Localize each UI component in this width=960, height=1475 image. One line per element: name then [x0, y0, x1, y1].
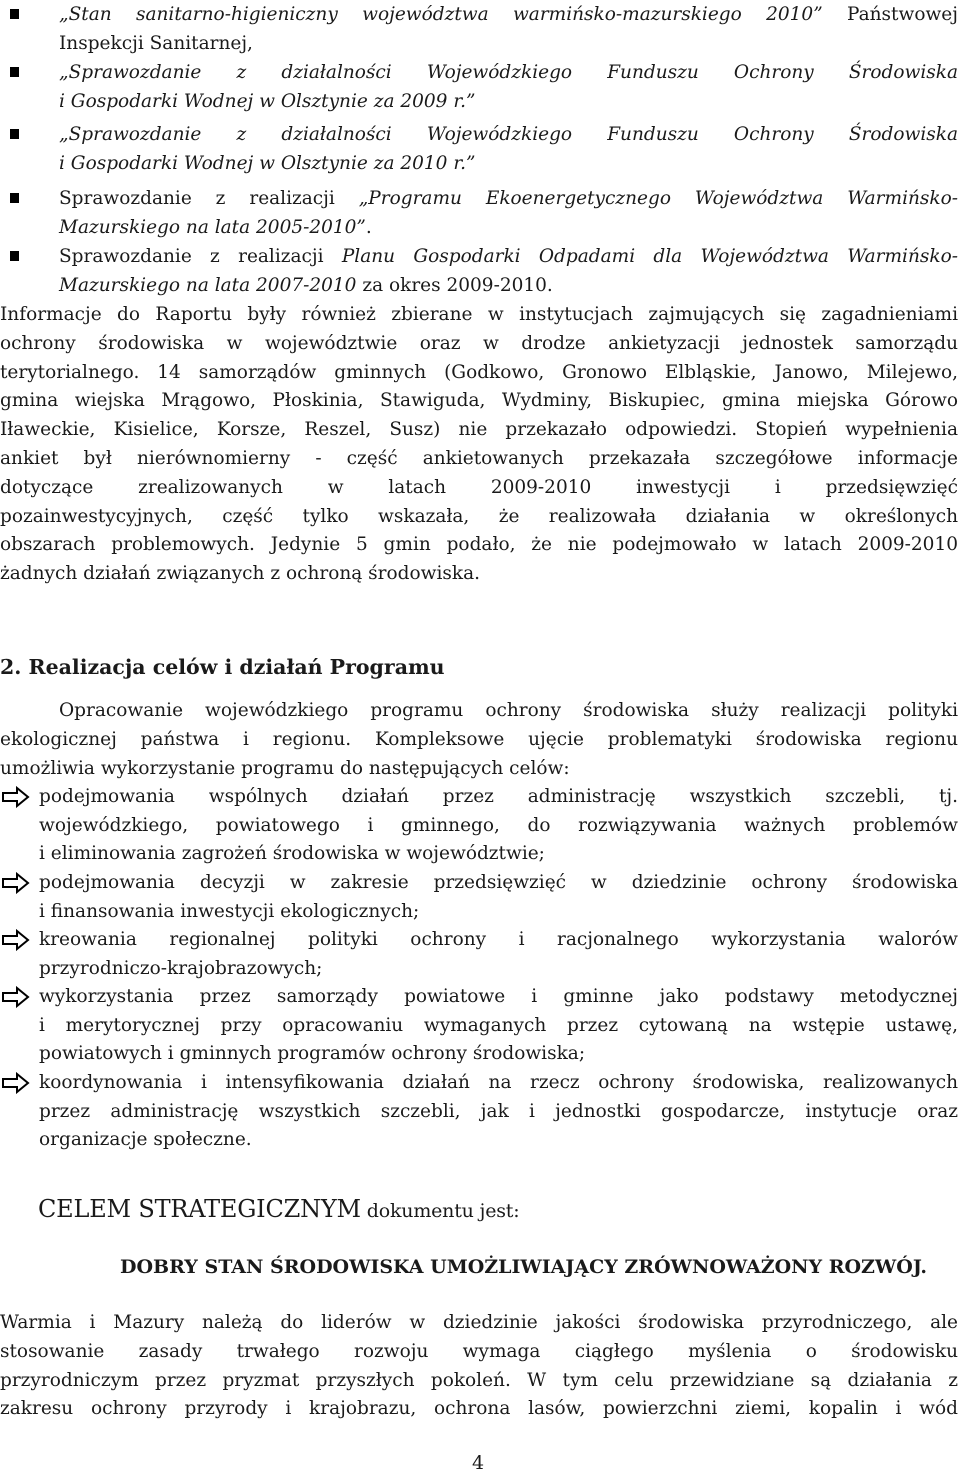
- goal-line: kreowania regionalnej polityki ochrony i racjonalnego wykorzystania walorów: [39, 929, 958, 950]
- paragraph-line: obszarach problemowych. Jedynie 5 gmin podało, że nie podejmowało w latach 2009-2010: [0, 534, 958, 556]
- goal-line: podejmowania decyzji w zakresie przedsięwzięć w dziedzinie ochrony środowiska: [39, 872, 958, 893]
- page-number: 4: [472, 1452, 485, 1474]
- square-bullet-icon: [10, 129, 19, 139]
- paragraph-line: przyrodniczym przez pryzmat przyszłych pokoleń. W tym celu przewidziane są działania z: [0, 1369, 958, 1391]
- bullet-line: Inspekcji Sanitarnej,: [59, 33, 253, 54]
- paragraph-line: terytorialnego. 14 samorządów gminnych (Godkowo, Gronowo Elbląskie, Janowo, Milejewo,: [0, 361, 958, 383]
- goal-line: przyrodniczo-krajobrazowych;: [39, 957, 323, 979]
- paragraph-line: ekologicznej państwa i regionu. Kompleksowe ujęcie problematyki środowiska regionu: [0, 728, 958, 750]
- goal-line: podejmowania wspólnych działań przez administrację wszystkich szczebli, tj.: [39, 786, 958, 807]
- goal-line: wykorzystania przez samorządy powiatowe i gminne jako podstawy metodycznej: [39, 986, 958, 1007]
- square-bullet-icon: [10, 9, 19, 19]
- arrow-right-icon: [1, 929, 31, 951]
- bullet-line: „Sprawozdanie z działalności Wojewódzkiego Funduszu Ochrony Środowiska: [59, 124, 958, 145]
- bullet-item: [0, 184, 958, 242]
- goal-line: przez administrację wszystkich szczebli, jak i jednostki gospodarcze, instytucje oraz: [39, 1100, 958, 1122]
- goal-line: wojewódzkiego, powiatowego i gminnego, do rozwiązywania ważnych problemów: [39, 814, 958, 836]
- bullet-line: Sprawozdanie z realizacji „Programu Ekoenergetycznego Województwa Warmińsko-: [59, 188, 958, 209]
- bullet-line: i Gospodarki Wodnej w Olsztynie za 2010 r.”: [59, 153, 476, 174]
- bullet-line: „Stan sanitarno-higieniczny województwa warmińsko-mazurskiego 2010” Państwowej: [59, 4, 958, 25]
- bullet-item: [0, 0, 958, 58]
- strategic-goal-motto: [120, 1256, 927, 1278]
- paragraph-line: Warmia i Mazury należą do liderów w dziedzinie jakości środowiska przyrodniczego, ale: [0, 1312, 958, 1333]
- strategic-goal-rest: dokumentu jest:: [360, 1200, 520, 1222]
- section-intro-paragraph: [0, 697, 958, 783]
- arrow-right-icon: [1, 1072, 31, 1094]
- goal-item: [0, 869, 958, 926]
- paragraph-line: pozainwestycyjnych, część tylko wskazała, że realizowała działania w określonych: [0, 505, 958, 527]
- paragraph-line: dotyczące zrealizowanych w latach 2009-2010 inwestycji i przedsięwzięć: [0, 476, 958, 498]
- bullet-line: Sprawozdanie z realizacji Planu Gospodarki Odpadami dla Województwa Warmińsko-: [59, 246, 958, 267]
- bullet-item: [0, 120, 958, 178]
- arrow-right-icon: [1, 872, 31, 894]
- square-bullet-icon: [10, 193, 19, 203]
- goal-line: i eliminowania zagrożeń środowiska w województwie;: [39, 843, 545, 865]
- paragraph-line: Opracowanie wojewódzkiego programu ochrony środowiska służy realizacji polityki: [59, 700, 958, 721]
- paragraph-line: umożliwia wykorzystanie programu do następujących celów:: [0, 757, 570, 779]
- goal-item: [0, 783, 958, 869]
- square-bullet-icon: [10, 67, 19, 77]
- arrow-right-icon: [1, 986, 31, 1008]
- goal-line: organizacje społeczne.: [39, 1129, 252, 1151]
- paragraph-line: ochrony środowiska w województwie oraz w drodze ankietyzacji jednostek samorządu: [0, 332, 958, 354]
- goal-line: i finansowania inwestycji ekologicznych;: [39, 900, 420, 922]
- paragraph-line: zakresu ochrony przyrody i krajobrazu, ochrona lasów, powierzchni ziemi, kopalin i wód: [0, 1398, 958, 1420]
- paragraph-line: stosowanie zasady trwałego rozwoju wymaga ciągłego myślenia o środowisku: [0, 1340, 958, 1362]
- goal-item: [0, 983, 958, 1069]
- goal-line: i merytorycznej przy opracowaniu wymaganych przez cytowaną na wstępie ustawę,: [39, 1014, 958, 1036]
- paragraph-line: Informacje do Raportu były również zbierane w instytucjach zajmujących się zagadnieniami: [0, 304, 958, 325]
- section-heading: 2. Realizacja celów i działań Programu: [0, 655, 445, 679]
- strategic-goal-caps: CELEM STRATEGICZNYM: [38, 1195, 361, 1223]
- square-bullet-icon: [10, 251, 19, 261]
- paragraph-line: żadnych działań związanych z ochroną środowiska.: [0, 563, 480, 585]
- bullet-line: i Gospodarki Wodnej w Olsztynie za 2009 r.”: [59, 91, 476, 112]
- goal-line: koordynowania i intensyfikowania działań na rzecz ochrony środowiska, realizowanych: [39, 1072, 958, 1093]
- goal-item: [0, 1069, 958, 1155]
- arrow-right-icon: [1, 786, 31, 808]
- paragraph-line: Iławeckie, Kisielice, Korsze, Reszel, Susz) nie przekazało odpowiedzi. Stopień wypełnienia: [0, 419, 958, 441]
- bullet-item: [0, 242, 958, 300]
- bullet-line: „Sprawozdanie z działalności Wojewódzkiego Funduszu Ochrony Środowiska: [59, 62, 958, 83]
- paragraph-line: ankiet był nierównomierny - część ankietowanych przekazała szczegółowe informacje: [0, 447, 958, 469]
- bullet-line: Mazurskiego na lata 2005-2010”.: [59, 217, 372, 238]
- strategic-goal-line: [38, 1195, 519, 1223]
- intro-paragraph: [0, 301, 958, 589]
- goal-item: [0, 926, 958, 983]
- motto-text: DOBRY STAN ŚRODOWISKA UMOŻLIWIAJĄCY ZRÓWNOWAŻONY ROZWÓJ.: [120, 1256, 927, 1278]
- bullet-line: Mazurskiego na lata 2007-2010 za okres 2009-2010.: [59, 275, 553, 296]
- bullet-item: [0, 58, 958, 116]
- goal-line: powiatowych i gminnych programów ochrony środowiska;: [39, 1043, 586, 1065]
- closing-paragraph: [0, 1309, 958, 1424]
- paragraph-line: gmina wiejska Mrągowo, Płoskinia, Stawiguda, Wydminy, Biskupiec, gmina miejska Górowo: [0, 390, 958, 412]
